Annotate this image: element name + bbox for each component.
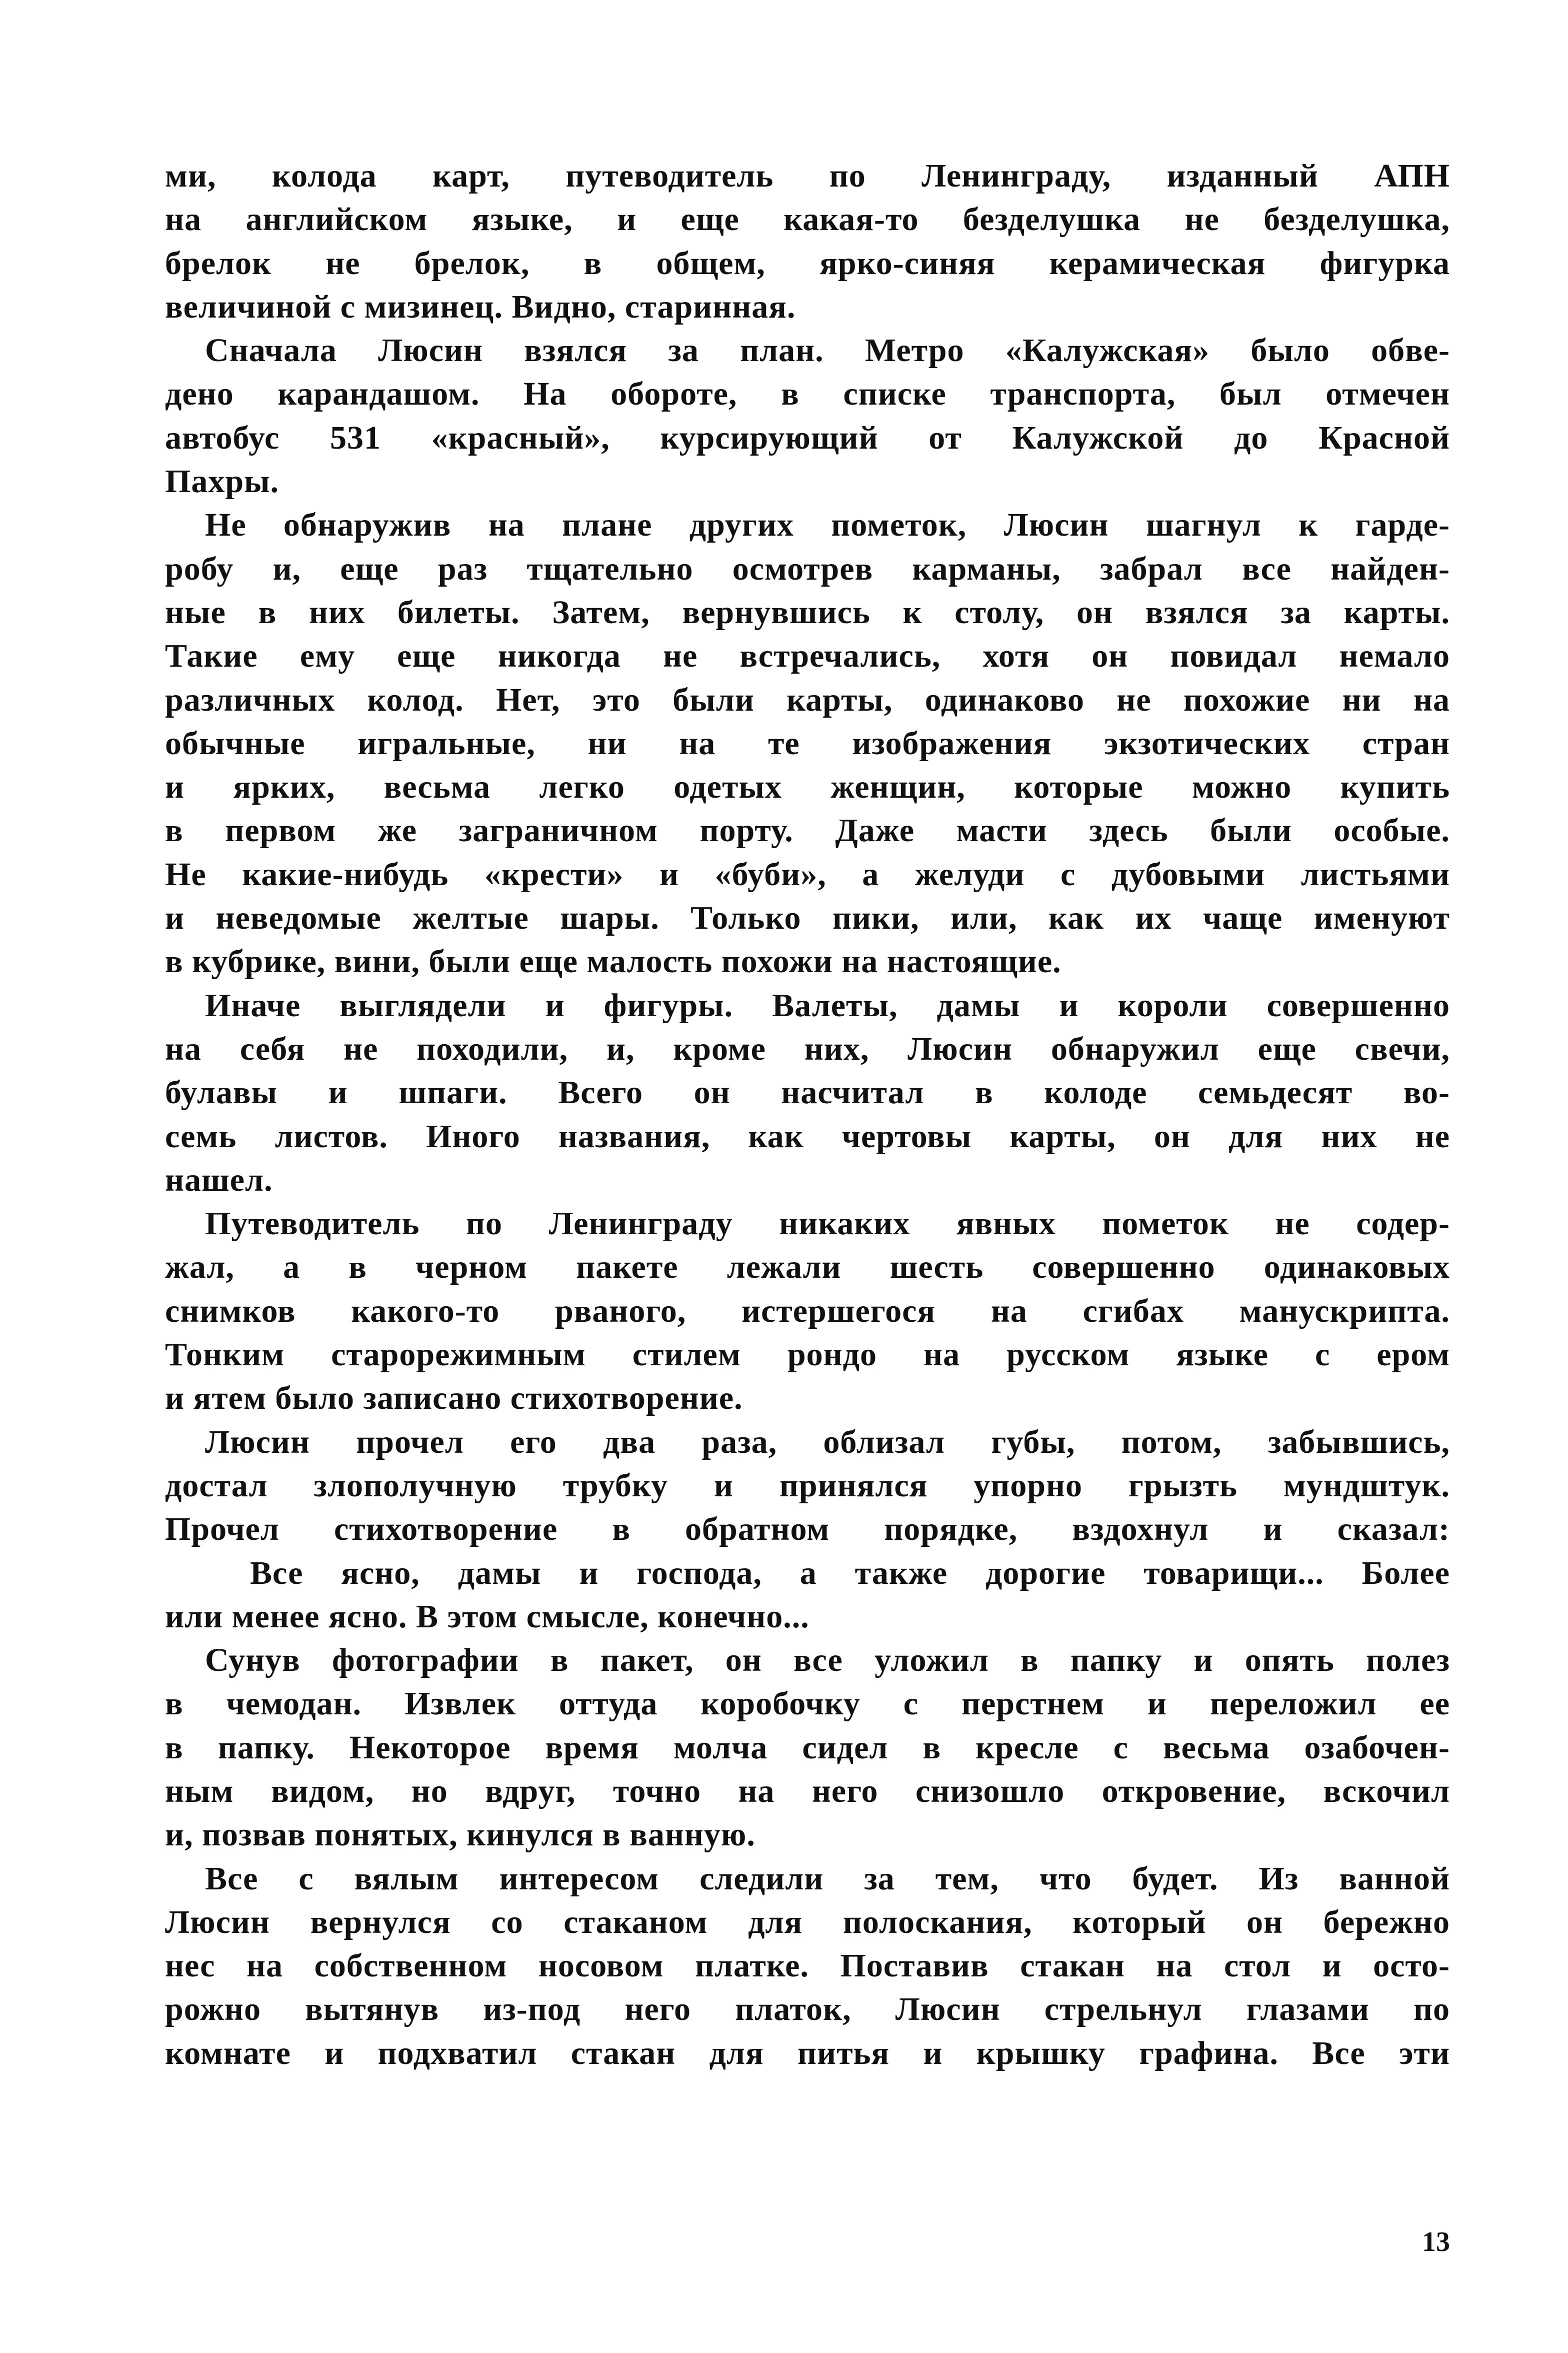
text-line: на себя не походили, и, кроме них, Люсин обнаружил еще свечи,: [165, 1030, 1450, 1067]
text-line: Все с вялым интересом следили за тем, что будет. Из ванной: [205, 1860, 1450, 1897]
text-line: ным видом, но вдруг, точно на него снизошло откровение, вскочил: [165, 1772, 1450, 1809]
text-line: и, позвав понятых, кинулся в ванную.: [165, 1816, 756, 1853]
text-line: в чемодан. Извлек оттуда коробочку с перстнем и переложил ее: [165, 1685, 1450, 1722]
text-line: нашел.: [165, 1161, 273, 1198]
text-line: снимков какого-то рваного, истершегося на сгибах манускрипта.: [165, 1292, 1450, 1329]
text-line: Люсин прочел его два раза, облизал губы, потом, забывшись,: [205, 1423, 1450, 1460]
text-line: автобус 531 «красный», курсирующий от Калужской до Красной: [165, 419, 1450, 456]
text-line: Сунув фотографии в пакет, он все уложил в папку и опять полез: [205, 1642, 1450, 1679]
text-line: Иначе выглядели и фигуры. Валеты, дамы и короли совершенно: [205, 987, 1450, 1024]
text-line: брелок не брелок, в общем, ярко-синяя керамическая фигурка: [165, 245, 1450, 282]
text-line: различных колод. Нет, это были карты, одинаково не похожие ни на: [165, 681, 1450, 718]
text-line: Люсин вернулся со стаканом для полоскания, который он бережно: [165, 1903, 1450, 1940]
text-line: Сначала Люсин взялся за план. Метро «Калужская» было обве-: [205, 332, 1450, 369]
text-line: Не обнаружив на плане других пометок, Люсин шагнул к гарде-: [205, 507, 1450, 544]
page-number: 13: [1422, 2226, 1450, 2257]
text-line: жал, а в черном пакете лежали шесть совершенно одинаковых: [165, 1249, 1450, 1286]
body-text: [165, 154, 1450, 2075]
text-line: Все ясно, дамы и господа, а также дорогие товарищи... Более: [250, 1554, 1450, 1591]
text-line: робу и, еще раз тщательно осмотрев карманы, забрал все найден-: [165, 550, 1450, 587]
text-line: в папку. Некоторое время молча сидел в кресле с весьма озабочен-: [165, 1729, 1450, 1766]
text-line: булавы и шпаги. Всего он насчитал в колоде семьдесят во-: [165, 1074, 1450, 1111]
text-line: комнате и подхватил стакан для питья и крышку графина. Все эти: [165, 2034, 1450, 2071]
text-line: достал злополучную трубку и принялся упорно грызть мундштук.: [165, 1467, 1450, 1504]
text-line: и ятем было записано стихотворение.: [165, 1380, 743, 1417]
text-line: и неведомые желтые шары. Только пики, или, как их чаще именуют: [165, 900, 1450, 937]
text-line: на английском языке, и еще какая-то безделушка не безделушка,: [165, 201, 1450, 238]
text-line: семь листов. Иного названия, как чертовы карты, он для них не: [165, 1118, 1450, 1155]
text-line: и ярких, весьма легко одетых женщин, которые можно купить: [165, 769, 1450, 806]
text-line: Не какие-нибудь «крести» и «буби», а желуди с дубовыми листьями: [165, 856, 1450, 893]
text-line: Путеводитель по Ленинграду никаких явных пометок не содер-: [205, 1205, 1450, 1242]
text-line: ми, колода карт, путеводитель по Ленинграду, изданный АПН: [165, 158, 1450, 194]
text-line: дено карандашом. На обороте, в списке транспорта, был отмечен: [165, 376, 1450, 413]
text-line: или менее ясно. В этом смысле, конечно...: [165, 1598, 810, 1635]
text-line: Пахры.: [165, 463, 280, 500]
text-line: Прочел стихотворение в обратном порядке, вздохнул и сказал:: [165, 1511, 1450, 1548]
text-line: обычные игральные, ни на те изображения экзотических стран: [165, 725, 1450, 762]
text-line: рожно вытянув из-под него платок, Люсин стрельнул глазами по: [165, 1991, 1450, 2028]
text-line: величиной с мизинец. Видно, старинная.: [165, 288, 796, 325]
text-line: в первом же заграничном порту. Даже масти здесь были особые.: [165, 812, 1450, 849]
text-line: ные в них билеты. Затем, вернувшись к столу, он взялся за карты.: [165, 594, 1450, 631]
text-line: нес на собственном носовом платке. Поставив стакан на стол и осто-: [165, 1947, 1450, 1984]
text-line: Такие ему еще никогда не встречались, хотя он повидал немало: [165, 638, 1450, 675]
text-line: в кубрике, вини, были еще малость похожи на настоящие.: [165, 943, 1062, 980]
text-line: Тонким старорежимным стилем рондо на русском языке с ером: [165, 1336, 1450, 1373]
